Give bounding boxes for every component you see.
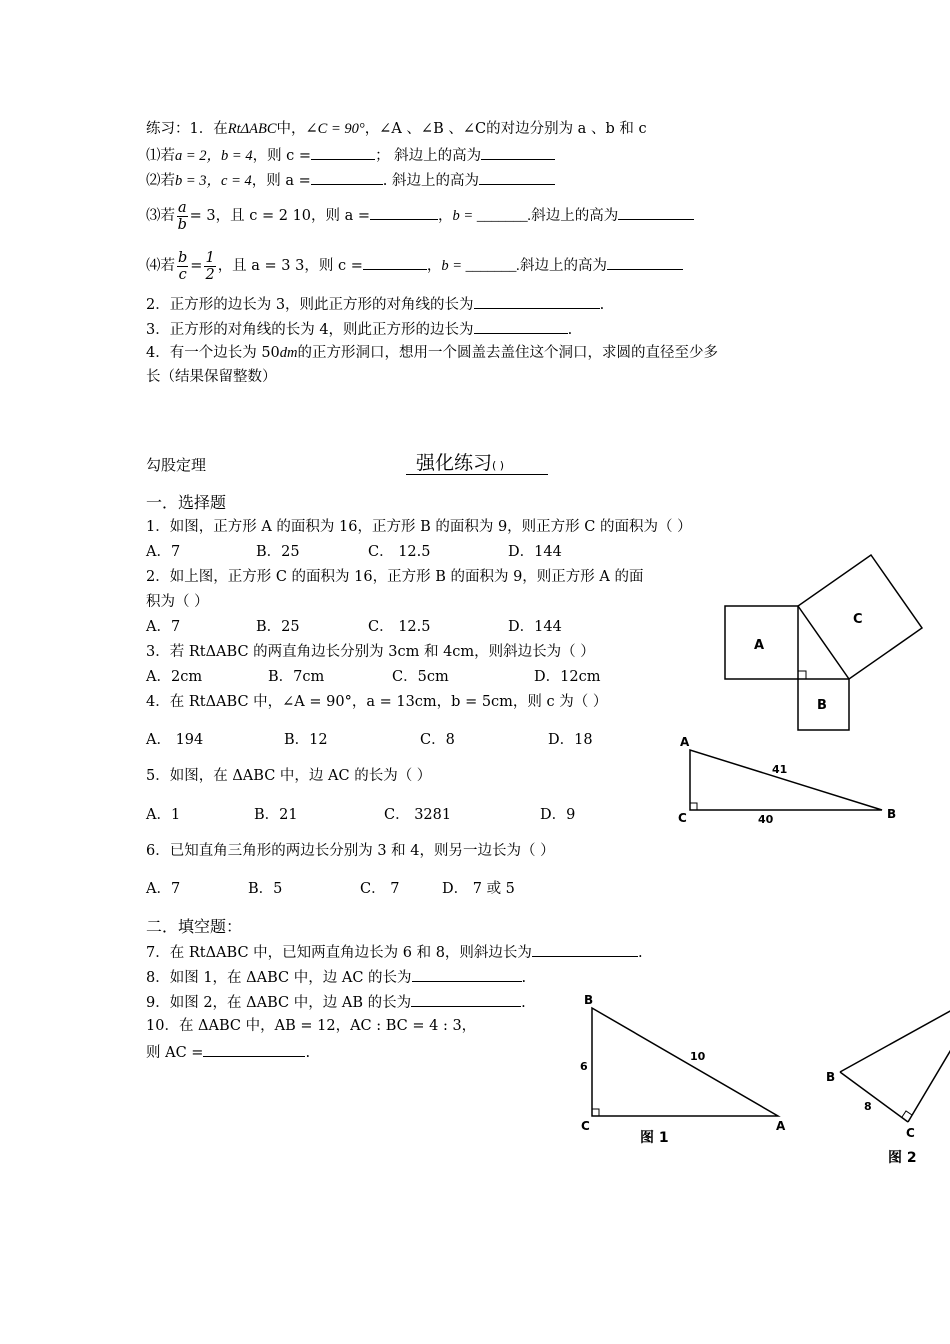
- vertex-b-label: B: [887, 807, 897, 821]
- exercise-q5: 2．正方形的边长为 3，则此正方形的对角线的长为 .: [146, 294, 604, 314]
- vertex-a-label: A: [776, 1119, 786, 1133]
- exercise-q2: ⑵若b = 3，c = 4，则 a = . 斜边上的高为: [146, 170, 555, 190]
- figure-1: [572, 990, 802, 1150]
- option-d[interactable]: D．9: [540, 807, 576, 823]
- side-bc: [840, 1072, 908, 1122]
- option-b[interactable]: B．12: [284, 732, 328, 748]
- choice-q2-options: [146, 618, 562, 636]
- hypotenuse-label: 41: [772, 763, 788, 776]
- square-a-label: A: [754, 638, 765, 653]
- side-label: 6: [580, 1060, 588, 1073]
- choice-q5-options: [146, 806, 575, 824]
- option-c[interactable]: C． 3281: [384, 807, 452, 823]
- choice-q4: 4．在 RtΔABC 中，∠A = 90°，a = 13cm，b = 5cm，则 c 为（ ）: [146, 694, 608, 710]
- answer-blank[interactable]: [203, 1042, 305, 1057]
- fraction: $\frac{1}{2}$: [205, 249, 215, 283]
- option-b[interactable]: B．25: [256, 544, 300, 560]
- triangle-41-40-figure: [672, 730, 912, 830]
- option-b[interactable]: B．25: [256, 619, 300, 635]
- choice-heading: 一．选择题: [146, 493, 227, 512]
- base-label: 40: [758, 813, 774, 826]
- option-d[interactable]: D． 7 或 5: [442, 881, 515, 897]
- exercise-q3: ⑶若 $\frac{a}{b}$ = 3，且 c = 2 10，则 a = ，b = _______.斜边上的高为: [146, 198, 694, 234]
- figure-caption: 图 2: [888, 1150, 917, 1166]
- answer-blank[interactable]: [474, 319, 568, 334]
- side-ca: [908, 1048, 950, 1122]
- square-b-label: B: [817, 698, 827, 713]
- vertex-c-label: C: [581, 1119, 590, 1133]
- exercise-q7: 4．有一个边长为 50dm的正方形洞口，想用一个圆盖去盖住这个洞口，求圆的直径至少多: [146, 345, 719, 361]
- vertex-c-label: C: [678, 811, 687, 825]
- vertex-b-label: B: [584, 993, 594, 1007]
- option-a[interactable]: A．7: [146, 619, 181, 635]
- option-c[interactable]: C．8: [420, 732, 455, 748]
- vertex-a-label: A: [680, 735, 690, 749]
- option-d[interactable]: D．144: [508, 544, 562, 560]
- fill-q8: 8．如图 1，在 ΔABC 中，边 AC 的长为 .: [146, 967, 526, 987]
- figure-2: [820, 1000, 950, 1170]
- choice-q6: 6．已知直角三角形的两边长分别为 3 和 4，则另一边长为（ ）: [146, 843, 555, 859]
- choice-q2: 2．如上图，正方形 C 的面积为 16，正方形 B 的面积为 9，则正方形 A 的面: [146, 569, 644, 585]
- fill-q9: 9．如图 2，在 ΔABC 中，边 AB 的长为 .: [146, 992, 526, 1012]
- answer-blank[interactable]: [370, 205, 438, 220]
- fraction: $\frac{a}{b}$: [177, 199, 187, 233]
- choice-q4-options: [146, 731, 593, 749]
- right-angle-mark: [690, 803, 697, 810]
- option-c[interactable]: C． 12.5: [368, 544, 431, 560]
- answer-blank[interactable]: [618, 205, 694, 220]
- option-a[interactable]: A． 194: [146, 732, 204, 748]
- option-c[interactable]: C．5cm: [392, 669, 449, 685]
- choice-q3: 3．若 RtΔABC 的两直角边长分别为 3cm 和 4cm，则斜边长为（ ）: [146, 644, 595, 660]
- option-d[interactable]: D．144: [508, 619, 562, 635]
- fill-q7: 7．在 RtΔABC 中，已知两直角边长为 6 和 8，则斜边长为 .: [146, 942, 643, 962]
- right-angle-mark: [592, 1109, 599, 1116]
- section-left-title: 勾股定理: [146, 456, 207, 474]
- answer-blank[interactable]: [363, 255, 427, 270]
- vertex-c-label: C: [906, 1126, 915, 1140]
- exercise-q4: ⑷若 $\frac{b}{c}$ = $\frac{1}{2}$ ，且 a = 3 3，则 c = ，b = _______.斜边上的高为: [146, 248, 683, 284]
- fill-q10-cont: 则 AC = .: [146, 1042, 310, 1062]
- figure-caption: 图 1: [640, 1130, 669, 1146]
- answer-blank[interactable]: [481, 145, 555, 160]
- exercise-q1: ⑴若a = 2，b = 4，则 c = ； 斜边上的高为: [146, 145, 555, 165]
- option-b[interactable]: B．21: [254, 807, 298, 823]
- triangle-abc: [690, 750, 882, 810]
- section-center-title: 强化练习( ): [416, 452, 505, 474]
- answer-blank[interactable]: [474, 294, 600, 309]
- option-b[interactable]: B．5: [248, 881, 283, 897]
- vertex-b-label: B: [826, 1070, 836, 1084]
- exercise-q7-cont: 长（结果保留整数）: [146, 369, 277, 385]
- choice-q1-options: [146, 543, 562, 561]
- choice-q1: 1．如图，正方形 A 的面积为 16，正方形 B 的面积为 9，则正方形 C 的面积为（ ）: [146, 519, 692, 535]
- option-d[interactable]: D．12cm: [534, 669, 601, 685]
- square-c-label: C: [853, 612, 863, 627]
- option-c[interactable]: C． 12.5: [368, 619, 431, 635]
- choice-q3-options: [146, 668, 600, 686]
- exercise-intro: 练习：1．在RtΔABC中，∠C = 90°，∠A 、∠B 、∠C的对边分别为 a 、b 和 c: [146, 121, 647, 137]
- triangle-abc: [592, 1008, 778, 1116]
- title-underline: [406, 474, 548, 475]
- right-angle-mark: [902, 1111, 912, 1117]
- choice-q2-cont: 积为（ ）: [146, 594, 209, 610]
- squares-figure: [720, 550, 950, 735]
- answer-blank[interactable]: [311, 170, 383, 185]
- option-a[interactable]: A．7: [146, 544, 181, 560]
- answer-blank[interactable]: [311, 145, 375, 160]
- fill-heading: 二．填空题：: [146, 917, 243, 936]
- option-c[interactable]: C． 7: [360, 881, 400, 897]
- fill-q10: 10．在 ΔABC 中，AB = 12，AC : BC = 4 : 3，: [146, 1018, 477, 1034]
- option-a[interactable]: A．2cm: [146, 669, 203, 685]
- answer-blank[interactable]: [532, 942, 638, 957]
- side-ab: [840, 1010, 950, 1072]
- hypotenuse-label: 10: [690, 1050, 706, 1063]
- right-angle-mark: [798, 671, 806, 679]
- option-a[interactable]: A．7: [146, 881, 181, 897]
- exercise-q6: 3．正方形的对角线的长为 4，则此正方形的边长为 .: [146, 319, 572, 339]
- answer-blank[interactable]: [479, 170, 555, 185]
- choice-q5: 5．如图，在 ΔABC 中，边 AC 的长为（ ）: [146, 768, 432, 784]
- choice-q6-options: [146, 880, 515, 898]
- answer-blank[interactable]: [411, 992, 521, 1007]
- option-d[interactable]: D．18: [548, 732, 593, 748]
- fraction: $\frac{b}{c}$: [178, 249, 188, 283]
- option-b[interactable]: B．7cm: [268, 669, 325, 685]
- answer-blank[interactable]: [412, 967, 522, 982]
- answer-blank[interactable]: [607, 255, 683, 270]
- side-label: 8: [864, 1100, 872, 1113]
- option-a[interactable]: A．1: [146, 807, 181, 823]
